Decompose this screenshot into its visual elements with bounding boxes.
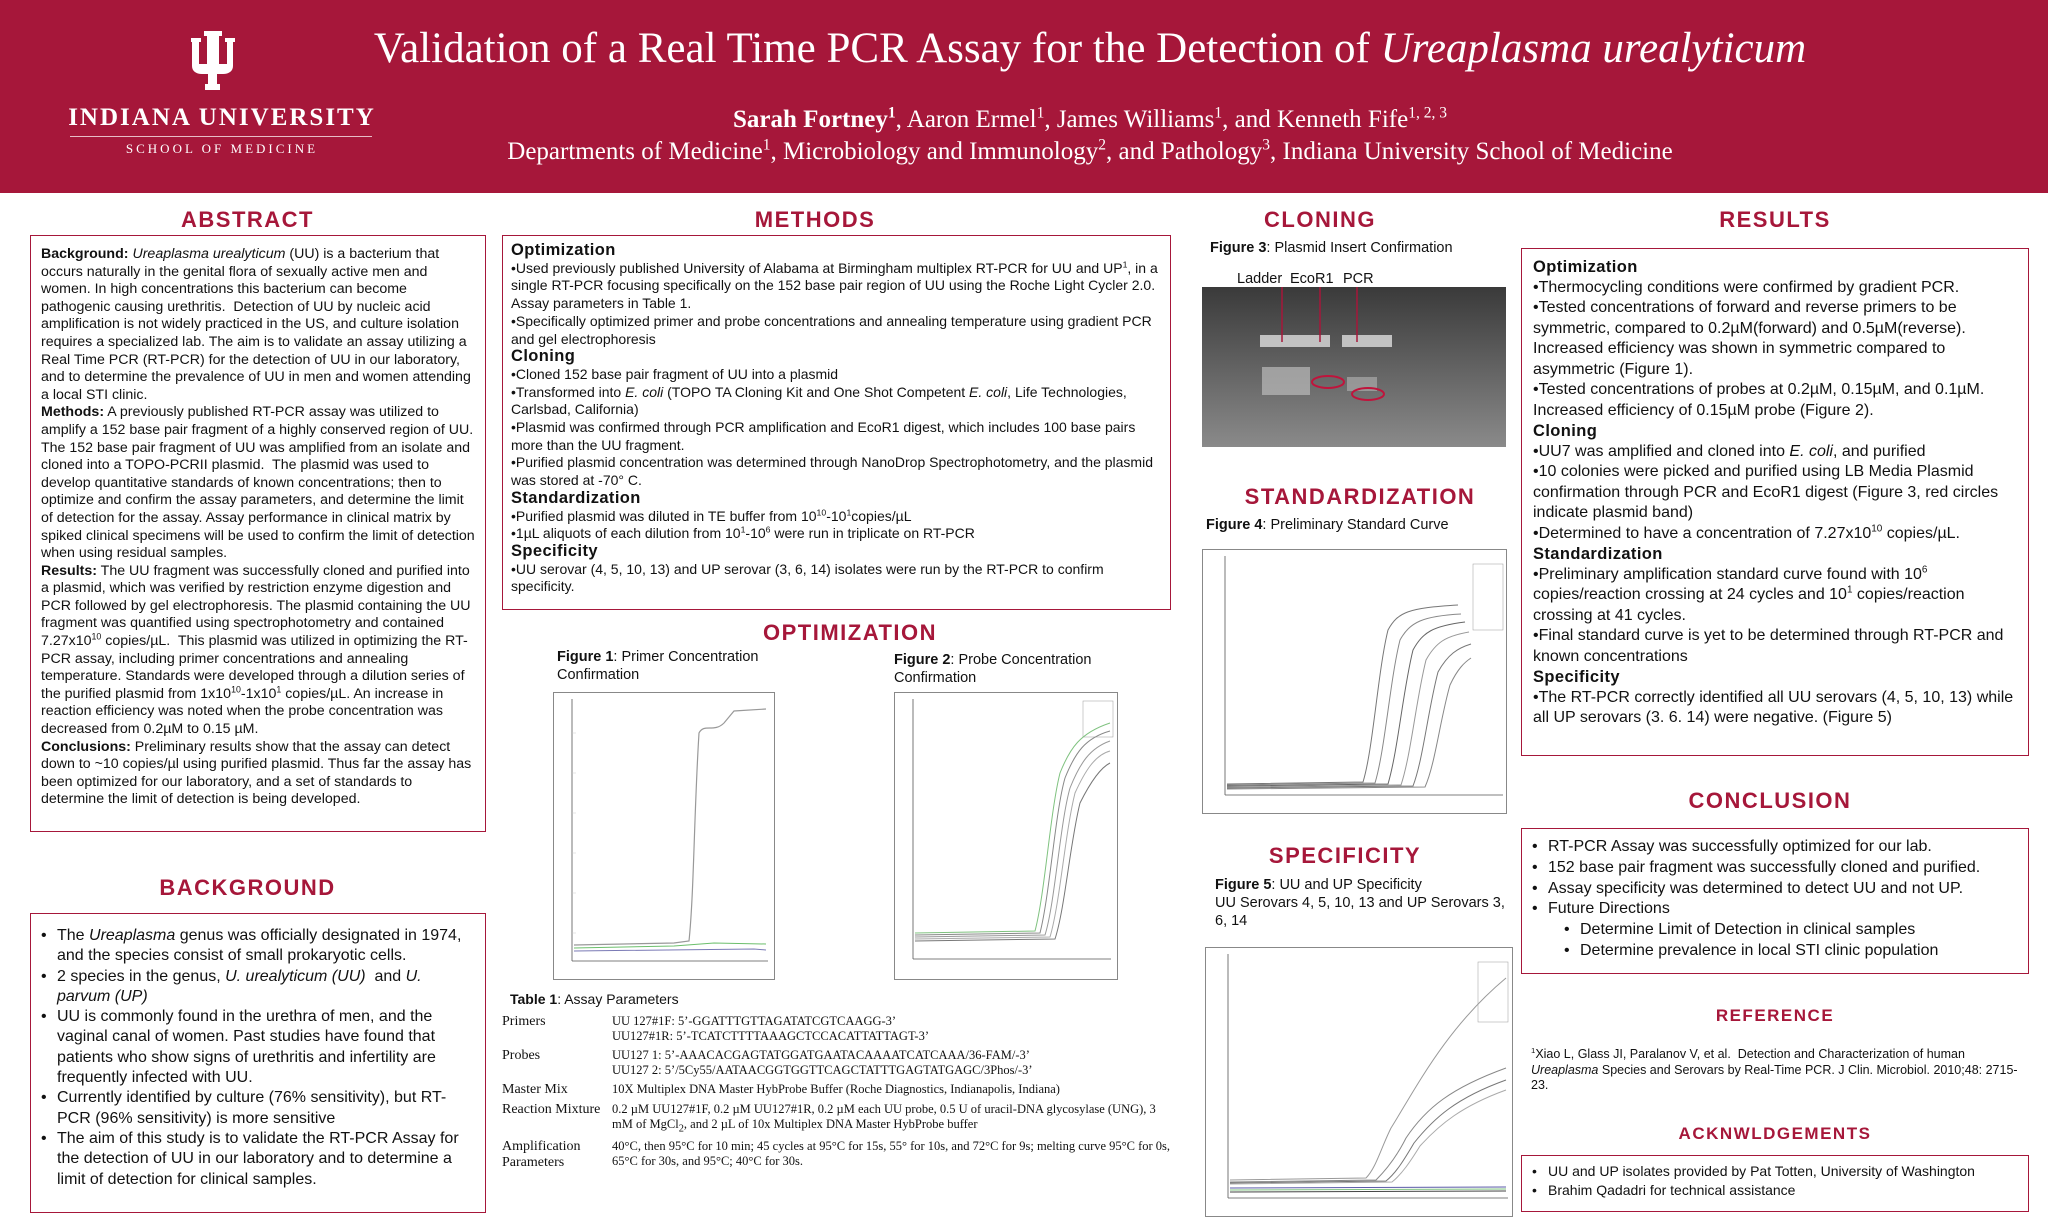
author-list: Sarah Fortney$^1$, Aaron Ermel$^1$, James Williams$^1$, and Kenneth Fife$^{1, 2, 3}$	[733, 104, 1447, 133]
conclusion-item: • Determine Limit of Detection in clinical samples	[1532, 920, 2024, 941]
table1-caption: Table 1: Assay Parameters	[510, 991, 679, 1007]
results-item: •Final standard curve is yet to be determined through RT-PCR and known concentrations	[1533, 627, 2004, 665]
gel-lane-ecor1: EcoR1	[1290, 271, 1334, 287]
table-label-cell: Probes	[502, 1048, 541, 1063]
conclusion-item: • Future Directions	[1532, 899, 2024, 920]
methods-subheading: Cloning	[511, 347, 576, 366]
results-item: •UU7 was amplified and cloned into E. coli, and purified	[1533, 442, 1926, 460]
title-species: Ureaplasma urealyticum	[1380, 25, 1807, 72]
figure4-standard-curves	[1203, 550, 1506, 813]
figure5-subcaption: UU Serovars 4, 5, 10, 13 and UP Serovars 3, 6, 14	[1215, 895, 1505, 929]
results-item: •Determined to have a concentration of $7.27x10^{10}$ copies/µL.	[1533, 523, 1960, 542]
author-1: Sarah Fortney$^1$	[733, 104, 896, 133]
table-label-cell: Reaction Mixture	[502, 1102, 601, 1117]
figure3-gel-image	[1202, 287, 1506, 447]
figure2-plot	[894, 692, 1118, 980]
gel-lane-ladder: Ladder	[1237, 271, 1283, 287]
methods-heading: METHODS	[754, 207, 876, 232]
abstract-paragraph: Background: Ureaplasma urealyticum (UU) is a bacterium that occurs naturally in the genital flora of sexually active men and women. In high concentrations this bacterium can become pathogenic causing urethritis. Detection of UU by nucleic acid amplification is not widely practiced in the US, and culture isolation requires a specialized lab. The aim is to validate an assay utilizing a Real Time PCR (RT-PCR) for the detection of UU in our laboratory, and to determine the prevalence of UU in men and women attending a local STI clinic.	[41, 246, 471, 403]
results-box	[1521, 248, 2029, 756]
figure1-plot	[553, 692, 775, 980]
abstract-heading: ABSTRACT	[181, 207, 314, 232]
methods-item: •Specifically optimized primer and probe concentrations and annealing temperature using gradient PCR and gel electrophoresis	[511, 312, 1152, 347]
methods-item: •Used previously published University of Alabama at Birmingham multiplex RT-PCR for UU and $UP^1$, in a single RT-PCR focusing specifically on the 152 base pair region of UU using the Roche Light Cycler 2.0. Assay parameters in Table 1.	[511, 259, 1158, 312]
figure4-plot	[1202, 549, 1507, 814]
background-item: • UU is commonly found in the urethra of men, and the vaginal canal of women. Past studies have found that patients who show signs of urethritis and infertility are frequently infected with UU.	[41, 1007, 471, 1088]
affiliation-1: Departments of Medicine$^1$	[507, 136, 771, 165]
table-value-cell: 40°C, then 95°C for 10 min; 45 cycles at 95°C for 15s, 55° for 10s, and 72°C for 9s; melting curve 95°C for 0s, 65°C for 30s, and 95°C; 40°C for 30s.	[612, 1138, 1171, 1168]
results-item: •Thermocycling conditions were confirmed by gradient PCR.	[1533, 278, 1960, 296]
table-label-cell: Amplification Parameters	[502, 1138, 581, 1170]
methods-item: •Transformed into E. coli (TOPO TA Cloning Kit and One Shot Competent E. coli, Life Technologies, Carlsbad, California)	[511, 383, 1127, 418]
poster-header	[0, 0, 2048, 193]
table-value-cell: UU 127#1F: 5’-GGATTTGTTAGATATCGTCAAGG-3’ UU127#1R: 5’-TCATCTTTTAAAGCTCCACATTATTAGT-3’	[612, 1014, 930, 1043]
figure2-amplification-curves	[895, 693, 1117, 979]
conclusion-box	[1521, 828, 2029, 974]
table-row	[502, 1137, 1172, 1173]
results-text	[1533, 257, 2025, 729]
results-subheading: Specificity	[1533, 668, 1620, 686]
background-item: • The Ureaplasma genus was officially designated in 1974, and the species consist of small prokaryotic cells.	[41, 926, 471, 967]
conclusion-heading: CONCLUSION	[1688, 788, 1852, 813]
figure2-caption: Figure 2: Probe Concentration Confirmation	[894, 652, 1092, 686]
background-list	[41, 926, 471, 1190]
reference-text: $^1$Xiao L, Glass JI, Paralanov V, et al. Detection and Characterization of human Ureaplasma Species and Serovars by Real-Time PCR. J Clin. Microbiol. 2010;48: 2715-23.	[1531, 1045, 2018, 1092]
author-2: Aaron Ermel$^1$	[906, 104, 1045, 133]
background-heading: BACKGROUND	[159, 875, 336, 900]
table-row	[502, 1100, 1172, 1137]
author-3: James Williams$^1$	[1056, 104, 1223, 133]
specificity-heading: SPECIFICITY	[1268, 843, 1422, 868]
abstract-box	[30, 235, 486, 832]
figure1-caption: Figure 1: Primer Concentration Confirmation	[557, 649, 759, 683]
methods-box	[502, 235, 1171, 610]
gel-lane-pcr: PCR	[1343, 271, 1374, 287]
figure5-caption: Figure 5: UU and UP Specificity UU Serovars 4, 5, 10, 13 and UP Serovars 3, 6, 14	[1215, 877, 1505, 929]
results-heading: RESULTS	[1719, 207, 1831, 232]
reference-heading: REFERENCE	[1715, 1006, 1835, 1025]
table-label-cell: Primers	[502, 1014, 546, 1029]
methods-item: •1µL aliquots of each dilution from $10^1-10^6$ were run in triplicate on RT-PCR	[511, 524, 975, 542]
results-item: •Preliminary amplification standard curve found with $10^6$ copies/reaction crossing at 24 cycles and $10^1$ copies/reaction crossing at 41 cycles.	[1533, 564, 1965, 624]
acknowledgements-heading: ACKNWLDGEMENTS	[1678, 1124, 1872, 1143]
results-subheading: Optimization	[1533, 258, 1638, 276]
optimization-heading: OPTIMIZATION	[762, 620, 938, 645]
university-name: INDIANA UNIVERSITY	[68, 104, 376, 131]
methods-subheading: Standardization	[511, 488, 641, 507]
affiliation-list: Departments of Medicine$^1$, Microbiology and Immunology$^2$, and Pathology$^3$, Indiana University School of Medicine	[507, 136, 1673, 165]
table-row	[502, 1080, 1172, 1100]
methods-subheading: Specificity	[511, 541, 598, 560]
methods-item: •Plasmid was confirmed through PCR amplification and EcoR1 digest, which includes 100 base pairs more than the UU fragment.	[511, 419, 1136, 453]
abstract-paragraph: Methods: A previously published RT-PCR assay was utilized to amplify a 152 base pair fragment of a highly conserved region of UU. The 152 base pair fragment of UU was amplified from an isolate and cloned into a TOPO-PCRII plasmid. The plasmid was used to develop quantitative standards of known concentrations; then to optimize and confirm the assay parameters, and determine the limit of detection for the assay. Assay performance in clinical matrix by spiked clinical specimens will be used to confirm the limit of detection when using residual samples.	[41, 404, 478, 562]
figure1-amplification-curves	[554, 693, 774, 979]
abstract-paragraph: Results: The UU fragment was successfully cloned and purified into a plasmid, which was verified by restriction enzyme digestion and PCR followed by gel electrophoresis. The plasmid containing the UU fragment was quantified using spectrophotometry and contained $7.27x10^{10}$ copies/µL. This plasmid was utilized in optimizing the RT-PCR assay, including primer concentrations and annealing temperature. Standards were developed through a dilution series of the purified plasmid from $1x10^{10}-1x10^1$ copies/µL. An increase in reaction efficiency was noted when the probe concentration was decreased from 0.2µM to 0.15 µM.	[41, 562, 471, 738]
results-item: •10 colonies were picked and purified using LB Media Plasmid confirmation through PCR and EcoR1 digest (Figure 3, red circles indicate plasmid band)	[1533, 463, 1999, 521]
author-4: Kenneth Fife$^{1, 2, 3}$	[1276, 104, 1447, 133]
acknowledgements-box	[1521, 1155, 2029, 1212]
conclusion-item: • Determine prevalence in local STI clinic population	[1532, 941, 2024, 962]
standardization-heading: STANDARDIZATION	[1244, 484, 1476, 509]
acknowledgement-item: • Brahim Qadadri for technical assistance	[1532, 1181, 2024, 1200]
methods-item: •UU serovar (4, 5, 10, 13) and UP serovar (3, 6, 14) isolates were run by the RT-PCR to confirm specificity.	[511, 560, 1104, 595]
iu-trident-logo-icon	[188, 30, 238, 92]
poster-title	[320, 24, 1860, 73]
acknowledgements-list	[1532, 1162, 2024, 1200]
background-item: • Currently identified by culture (76% sensitivity), but RT-PCR (96% sensitivity) is more sensitive	[41, 1088, 471, 1129]
results-item: •Tested concentrations of probes at 0.2µM, 0.15µM, and 0.1µM. Increased efficiency of 0.15µM probe (Figure 2).	[1533, 381, 1989, 419]
methods-item: •Purified plasmid was diluted in TE buffer from $10^{10}-10^1copies/\mu L$	[511, 506, 912, 524]
results-subheading: Cloning	[1533, 422, 1598, 440]
title-text: Validation of a Real Time PCR Assay for the Detection of	[373, 25, 1381, 72]
school-name: SCHOOL OF MEDICINE	[125, 141, 319, 156]
gel-electrophoresis-image	[1202, 287, 1506, 447]
table-value-cell: 0.2 µM UU127#1F, 0.2 µM UU127#1R, 0.2 µM each UU probe, 0.5 U of uracil-DNA glycosylase (UNG), 3 mM of MgCl$_2$, and 2 µL of 10x Multiplex DNA Master HybProbe buffer	[612, 1102, 1156, 1135]
figure3-caption: Figure 3: Plasmid Insert Confirmation	[1210, 240, 1453, 256]
figure5-specificity-curves	[1206, 948, 1512, 1216]
background-item: • The aim of this study is to validate the RT-PCR Assay for the detection of UU in our laboratory and to determine a limit of detection for clinical samples.	[41, 1129, 471, 1190]
affiliation-2: Microbiology and Immunology$^2$	[783, 136, 1106, 165]
results-item: •The RT-PCR correctly identified all UU serovars (4, 5, 10, 13) while all UP serovars (3. 6. 14) were negative. (Figure 5)	[1533, 688, 2014, 726]
logo-divider	[70, 136, 372, 137]
abstract-text	[41, 246, 479, 809]
conclusion-item: • 152 base pair fragment was successfully cloned and purified.	[1532, 858, 2024, 879]
table-row	[502, 1046, 1172, 1080]
methods-item: •Purified plasmid concentration was determined through NanoDrop Spectrophotometry, and the plasmid was stored at -70° C.	[511, 454, 1153, 489]
methods-item: •Cloned 152 base pair fragment of UU into a plasmid	[511, 365, 839, 382]
figure4-caption: Figure 4: Preliminary Standard Curve	[1206, 517, 1449, 533]
abstract-paragraph: Conclusions: Preliminary results show that the assay can detect down to ~10 copies/µl using purified plasmid. Thus far the assay has been optimized for our laboratory, and a set of standards to determine the limit of detection is being developed.	[41, 738, 472, 808]
table-row	[502, 1012, 1172, 1046]
methods-text	[511, 242, 1166, 596]
cloning-heading: CLONING	[1264, 207, 1376, 232]
conclusion-item: • Assay specificity was determined to detect UU and not UP.	[1532, 879, 2024, 900]
affiliation-3: Pathology$^3$	[1160, 136, 1271, 165]
conclusion-item: • RT-PCR Assay was successfully optimized for our lab.	[1532, 837, 2024, 858]
methods-subheading: Optimization	[511, 241, 616, 259]
results-item: •Tested concentrations of forward and reverse primers to be symmetric, compared to 0.2µM(forward) and 0.5µM(reverse). Increased efficiency was shown in symmetric compared to asymmetric (Figure 1).	[1533, 299, 1966, 378]
background-item: • 2 species in the genus, U. urealyticum (UU) and U. parvum (UP)	[41, 967, 471, 1008]
figure5-plot	[1205, 947, 1513, 1217]
acknowledgement-item: • UU and UP isolates provided by Pat Totten, University of Washington	[1532, 1162, 2024, 1181]
results-subheading: Standardization	[1533, 545, 1663, 563]
assay-parameters-table	[502, 1012, 1172, 1173]
conclusion-list	[1532, 837, 2024, 962]
table-value-cell: 10X Multiplex DNA Master HybProbe Buffer (Roche Diagnostics, Indianapolis, Indiana)	[612, 1082, 1060, 1096]
table-label-cell: Master Mix	[502, 1082, 568, 1097]
table-value-cell: UU127 1: 5’-AAACACGAGTATGGATGAATACAAAATCATCAAA/36-FAM/-3’ UU127 2: 5’/5Cy55/AATAACGGTGGTTCAGCTATTTGAGTATGAGC/3Phos/-3’	[612, 1048, 1033, 1077]
background-box	[30, 913, 486, 1213]
